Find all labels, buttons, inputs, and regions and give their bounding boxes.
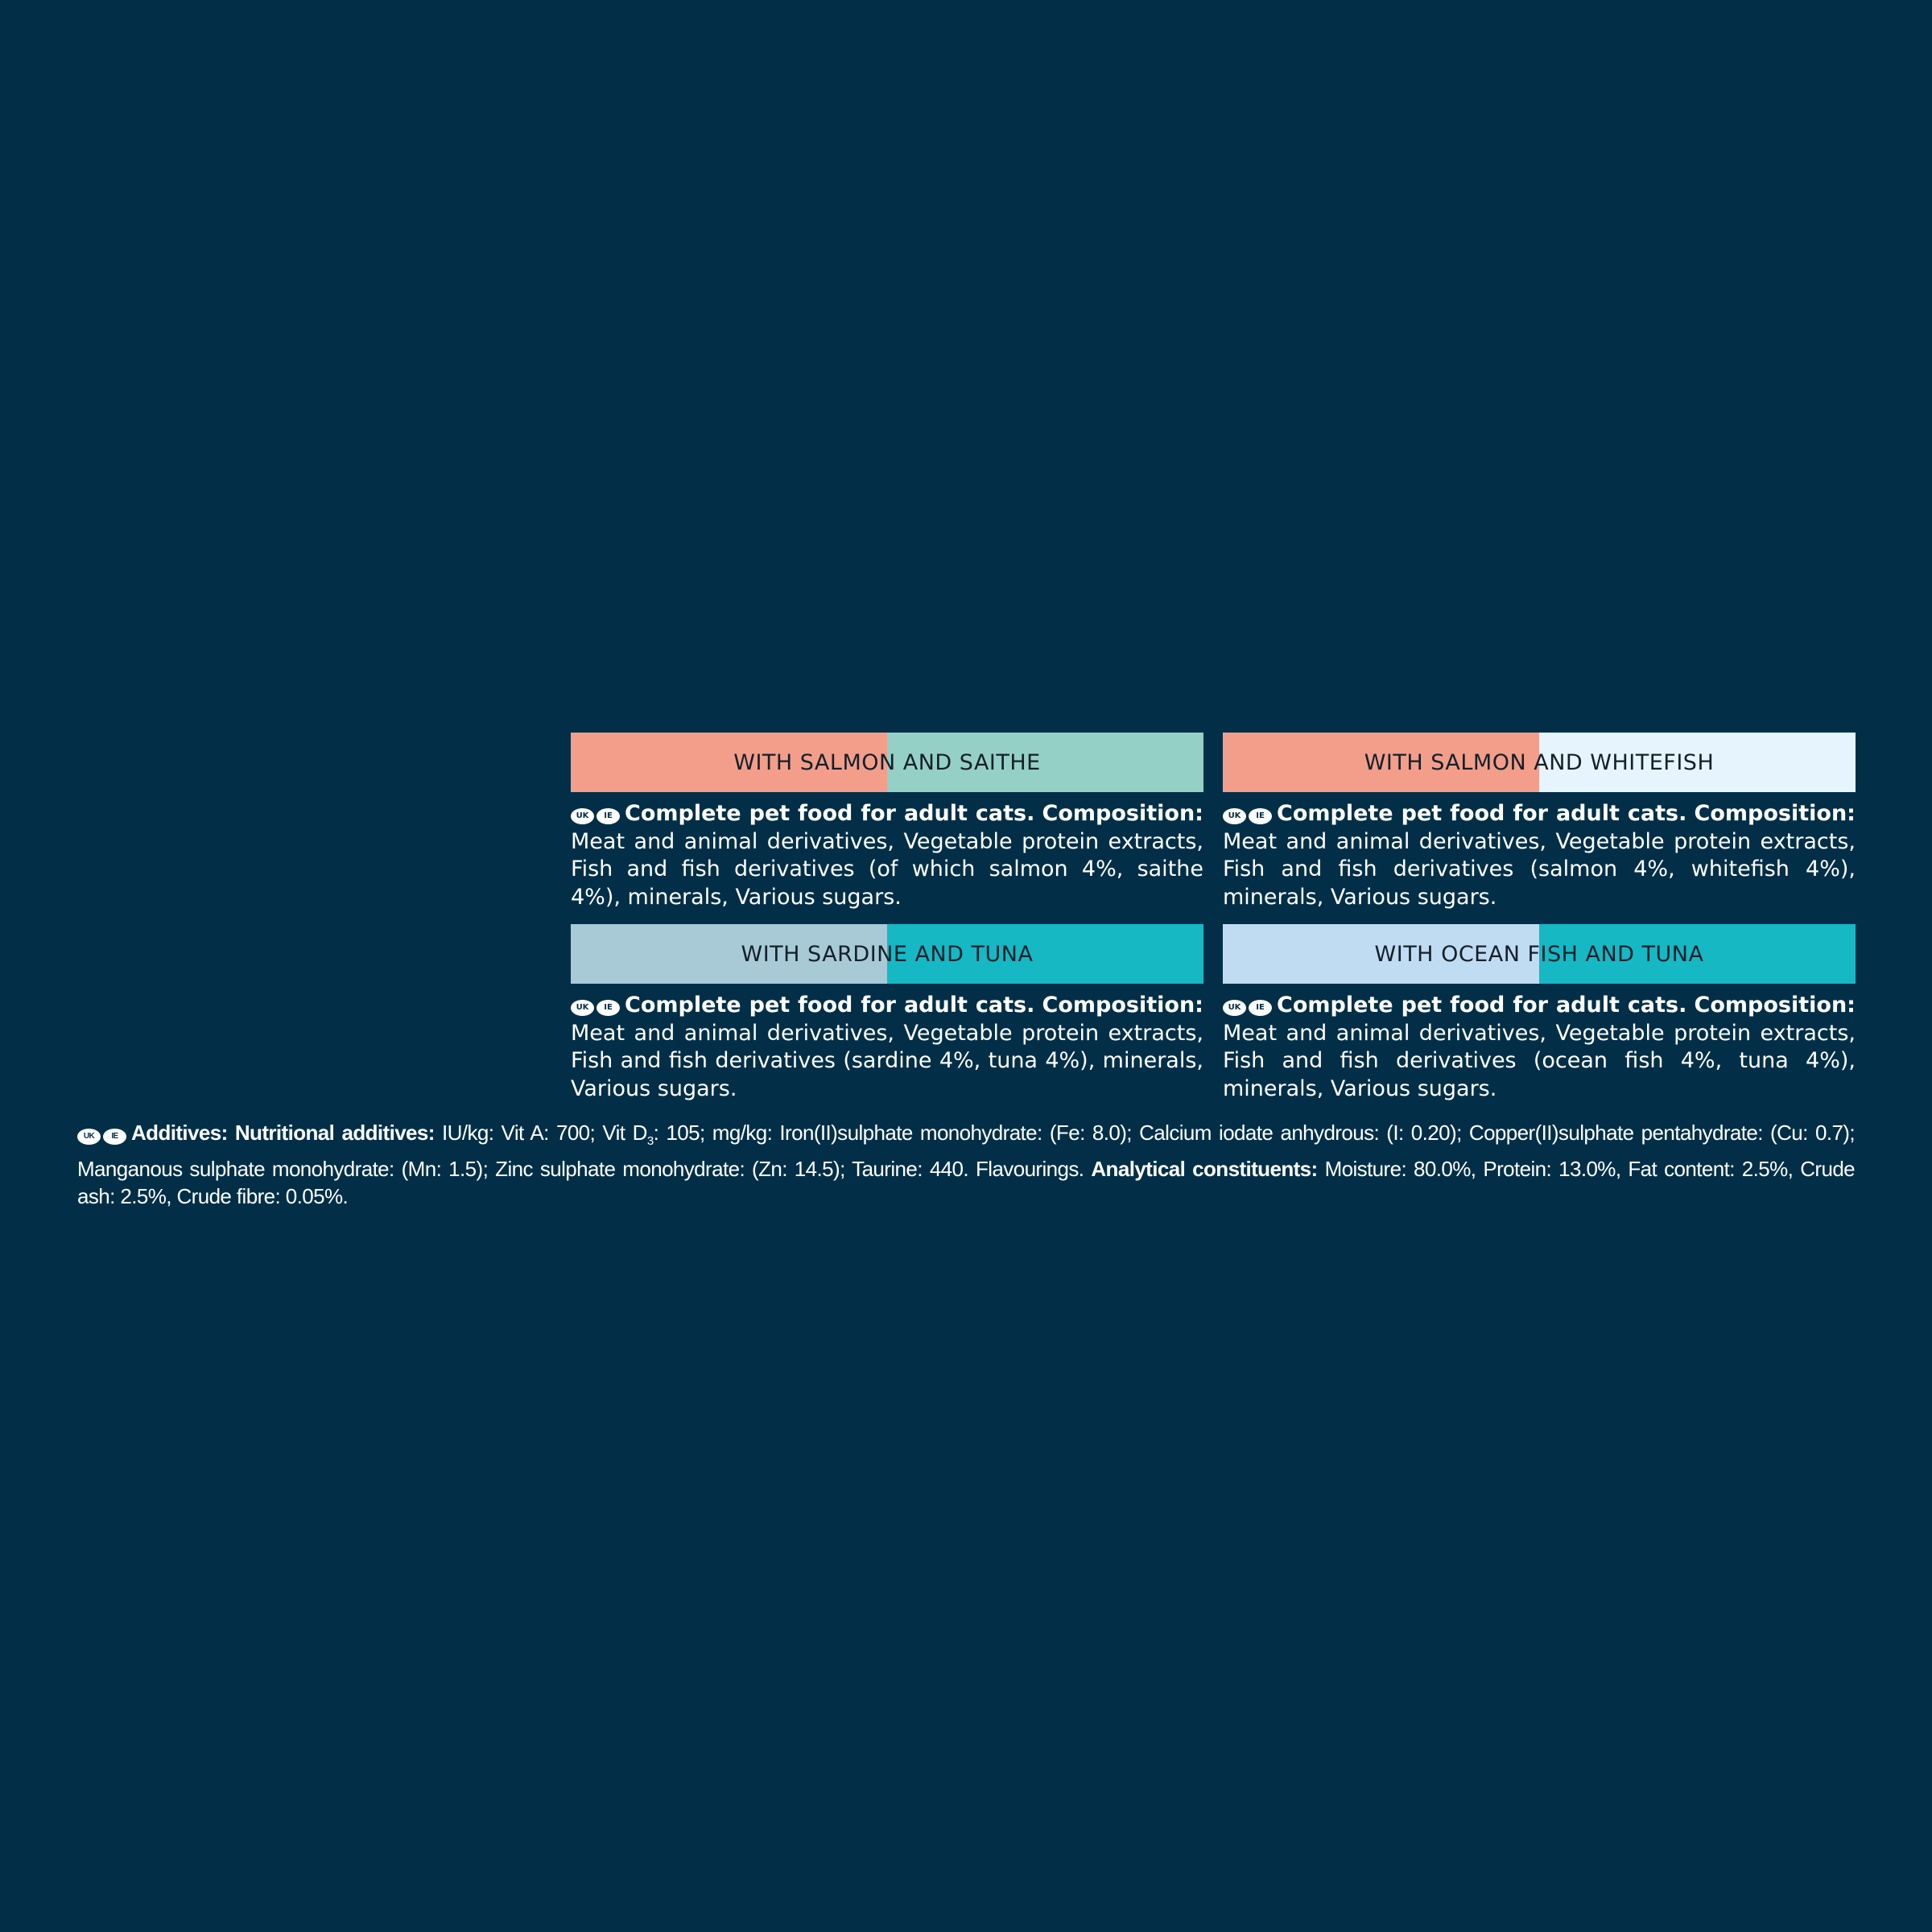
variant-sardine-tuna	[571, 924, 1203, 1103]
lead-text: Complete pet food for adult cats.	[625, 993, 1035, 1018]
variant-salmon-whitefish	[1223, 733, 1856, 911]
variant-banner	[571, 924, 1203, 984]
composition-body: Meat and animal derivatives, Vegetable protein extracts, Fish and fish derivatives (salmon 4%, whitefish 4%), minerals, Various sugars.	[1223, 828, 1856, 910]
composition-label: Composition:	[1694, 993, 1856, 1018]
ie-flag-icon: IE	[597, 808, 620, 824]
additives-label: Additives: Nutritional additives:	[131, 1121, 435, 1145]
vit-d-subscript: 3	[646, 1134, 654, 1149]
variant-ocean-fish-tuna	[1223, 924, 1856, 1103]
country-flags	[1223, 808, 1272, 824]
ie-flag-icon: IE	[1249, 808, 1272, 824]
additives-text	[77, 1119, 1855, 1210]
composition-text	[1223, 800, 1856, 911]
additives-body-2: : 105; mg/kg: Iron(II)sulphate monohydrate: (Fe: 8.0); Calcium iodate anhydrous: (I: 0.20); Copper(II)sulphate pentahydrate: (Cu: 0.7); Manganous sulphate monohydrate: (Mn: 1.5); Zinc sulphate monohydrate: (Zn: 14.5); Taurine: 440. Flavourings.	[77, 1121, 1855, 1182]
lead-text: Complete pet food for adult cats.	[1277, 993, 1687, 1018]
uk-flag-icon: UK	[571, 1000, 594, 1016]
uk-flag-icon: UK	[1223, 1000, 1246, 1016]
ie-flag-icon: IE	[103, 1129, 126, 1145]
composition-body: Meat and animal derivatives, Vegetable protein extracts, Fish and fish derivatives (of which salmon 4%, saithe 4%), minerals, Various sugars.	[571, 828, 1203, 910]
analytical-body: Moisture: 80.0%, Protein: 13.0%, Fat content: 2.5%, Crude ash: 2.5%, Crude fibre: 0.05%.	[77, 1157, 1856, 1209]
analytical-label: Analytical constituents:	[1091, 1157, 1318, 1182]
composition-label: Composition:	[1042, 801, 1203, 826]
ie-flag-icon: IE	[1249, 1000, 1272, 1016]
additives-body-1: IU/kg: Vit A: 700; Vit D	[442, 1121, 647, 1145]
country-flags	[1223, 1000, 1272, 1016]
composition-text	[571, 800, 1203, 911]
country-flags	[571, 808, 620, 824]
country-flags	[571, 1000, 620, 1016]
lead-text: Complete pet food for adult cats.	[625, 801, 1035, 826]
country-flags	[77, 1129, 126, 1145]
variant-title: WITH OCEAN FISH AND TUNA	[1374, 941, 1704, 967]
composition-text	[571, 992, 1203, 1103]
composition-body: Meat and animal derivatives, Vegetable protein extracts, Fish and fish derivatives (ocean fish 4%, tuna 4%), minerals, Various sugars.	[1223, 1020, 1856, 1101]
variant-title: WITH SALMON AND WHITEFISH	[1364, 749, 1715, 775]
variant-banner	[1223, 924, 1856, 984]
composition-text	[1223, 992, 1856, 1103]
lead-text: Complete pet food for adult cats.	[1277, 801, 1687, 826]
composition-body: Meat and animal derivatives, Vegetable protein extracts, Fish and fish derivatives (sardine 4%, tuna 4%), minerals, Various sugars.	[571, 1020, 1203, 1101]
variant-title: WITH SALMON AND SAITHE	[733, 749, 1041, 775]
uk-flag-icon: UK	[77, 1129, 101, 1145]
variant-banner	[1223, 733, 1856, 792]
uk-flag-icon: UK	[1223, 808, 1246, 824]
variant-title: WITH SARDINE AND TUNA	[741, 941, 1034, 967]
composition-label: Composition:	[1042, 993, 1203, 1018]
uk-flag-icon: UK	[571, 808, 594, 824]
variant-salmon-saithe	[571, 733, 1203, 911]
variant-banner	[571, 733, 1203, 792]
ie-flag-icon: IE	[597, 1000, 620, 1016]
composition-label: Composition:	[1694, 801, 1856, 826]
